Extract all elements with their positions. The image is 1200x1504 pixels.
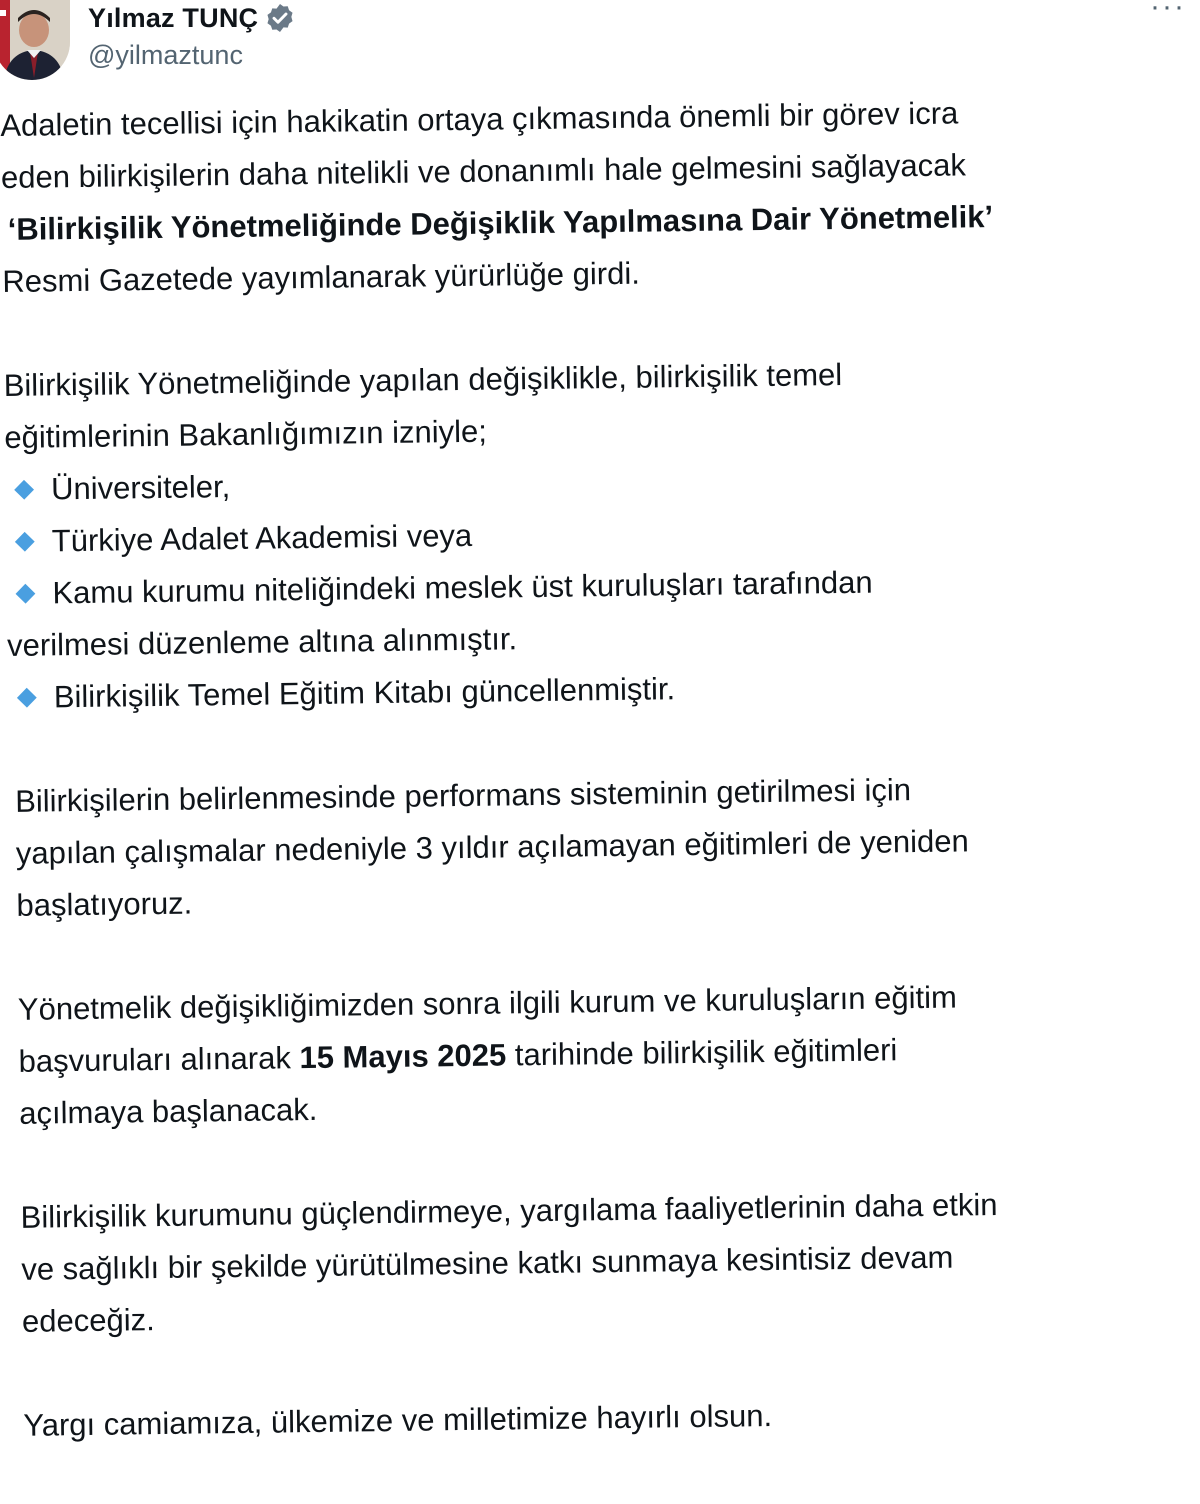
avatar[interactable] [0, 0, 70, 80]
text-line: Bilirkişilik kurumunu güçlendirmeye, yargılama faaliyetlerinin daha etkin [20, 1187, 998, 1235]
text-segment: tarihinde bilirkişilik eğitimleri [506, 1032, 898, 1073]
blue-diamond-icon [15, 532, 35, 552]
text-line: Bilirkişilerin belirlenmesinde performans sisteminin getirilmesi için [14, 772, 912, 819]
author-display-name[interactable]: Yılmaz TUNÇ [88, 2, 259, 33]
start-date: 15 Mayıs 2025 [299, 1037, 507, 1076]
list-item-text: Kamu kurumu niteliğindeki meslek üst kuruluşları tarafından [52, 564, 873, 611]
text-line: açılmaya başlanacak. [19, 1091, 318, 1131]
list-item-text: Bilirkişilik Temel Eğitim Kitabı güncellenmiştir. [53, 671, 676, 715]
text-line: eğitimlerinin Bakanlığımızın izniyle; [4, 413, 488, 455]
text-line: ve sağlıklı bir şekilde yürütülmesine katkı sunmaya kesintisiz devam [21, 1239, 954, 1287]
text-line: eden bilirkişilerin daha nitelikli ve donanımlı hale gelmesini sağlayacak [0, 147, 967, 195]
blue-diamond-icon [16, 584, 36, 604]
blue-diamond-icon [17, 688, 37, 708]
text-line: Adaletin tecellisi için hakikatin ortaya çıkmasında önemli bir görev icra [0, 95, 959, 143]
final-paragraph [17, 1384, 1200, 1452]
performance-paragraph [9, 760, 1200, 932]
text-line: Resmi Gazetede yayımlanarak yürürlüğe girdi. [2, 255, 641, 299]
text-line: Bilirkişilik Yönetmeliğinde yapılan değişiklikle, bilirkişilik temel [3, 357, 843, 403]
schedule-paragraph [12, 968, 1200, 1140]
verified-check-icon [264, 2, 296, 34]
text-line: başlatıyoruz. [16, 885, 193, 923]
more-horizontal-icon[interactable]: ··· [1150, 0, 1186, 23]
changes-paragraph [3, 344, 1200, 724]
author-name-row [88, 2, 296, 34]
text-line: yapılan çalışmalar nedeniyle 3 yıldır açılamayan eğitimleri de yeniden [15, 823, 969, 871]
regulation-title: ‘Bilirkişilik Yönetmeliğinde Değişiklik Yapılmasına Dair Yönetmelik’ [7, 199, 994, 247]
list-item-text: Türkiye Adalet Akademisi veya [51, 517, 473, 559]
tweet-header [0, 0, 1200, 90]
text-line: Yargı camiamıza, ülkemize ve milletimize hayırlı olsun. [23, 1398, 773, 1443]
list-item-text: Üniversiteler, [50, 469, 231, 507]
text-line: edeceğiz. [21, 1302, 155, 1339]
avatar-portrait-icon [0, 0, 70, 80]
text-segment: başvuruları alınarak [18, 1040, 300, 1079]
text-line: Yönetmelik değişikliğimizden sonra ilgili kurum ve kuruluşların eğitim [17, 979, 958, 1027]
intro-paragraph [0, 84, 1200, 308]
text-line: verilmesi düzenleme altına alınmıştır. [6, 621, 518, 663]
blue-diamond-icon [14, 480, 34, 500]
closing-paragraph [14, 1176, 1200, 1348]
author-handle[interactable]: @yilmaztunc [88, 40, 243, 70]
tweet-text [0, 84, 1200, 1504]
